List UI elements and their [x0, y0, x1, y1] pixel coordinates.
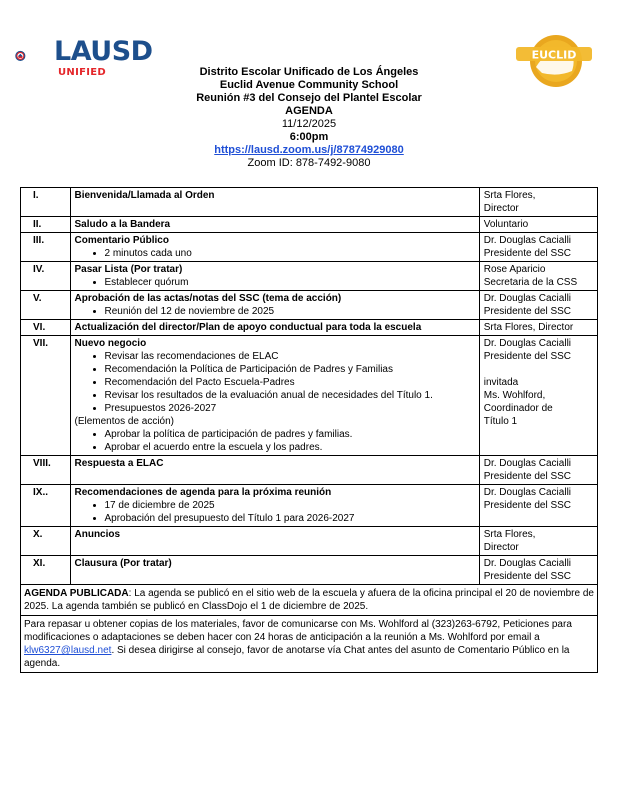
- contact-email-link[interactable]: klw6327@lausd.net: [24, 645, 112, 656]
- agenda-row: [21, 336, 598, 456]
- agenda-item-title: Pasar Lista (Por tratar): [74, 264, 183, 275]
- agenda-item-title: Saludo a la Bandera: [74, 219, 171, 230]
- agenda-item-title: Aprobación de las actas/notas del SSC (tema de acción): [74, 293, 342, 304]
- agenda-row: [21, 188, 598, 217]
- agenda-bullet-list: [75, 428, 475, 454]
- agenda-bullet: • Reunión del 12 de noviembre de 2025: [105, 305, 475, 318]
- presenter-line: Dr. Douglas Cacialli: [483, 338, 572, 349]
- presenter-line: Srta Flores,: [483, 190, 536, 201]
- presenter-line: Director: [483, 203, 519, 214]
- presenter-line: Director: [483, 542, 519, 553]
- agenda-bullet: • Revisar los resultados de la evaluación anual de necesidades del Título 1.: [105, 389, 475, 402]
- agenda-row: [21, 456, 598, 485]
- presenter-line: Presidente del SSC: [483, 571, 572, 582]
- agenda-item-title: Comentario Público: [74, 235, 169, 246]
- presenter-line: Presidente del SSC: [483, 306, 572, 317]
- contact-row: [21, 616, 598, 673]
- published-notice: [21, 585, 598, 616]
- presenter-line: Título 1: [483, 416, 518, 427]
- agenda-table: [20, 187, 598, 673]
- presenter-line: Ms. Wohlford,: [483, 390, 546, 401]
- agenda-item-description: [70, 217, 479, 233]
- agenda-item-number: III.: [21, 233, 71, 262]
- presenter-line: Dr. Douglas Cacialli: [483, 458, 572, 469]
- agenda-item-number: II.: [21, 217, 71, 233]
- district-name: Distrito Escolar Unificado de Los Ángeles: [199, 66, 419, 78]
- agenda-item-number: VI.: [21, 320, 71, 336]
- agenda-item-number: IV.: [21, 262, 71, 291]
- presenter-line: Dr. Douglas Cacialli: [483, 558, 572, 569]
- agenda-item-presenter: [479, 527, 597, 556]
- agenda-item-presenter: [479, 320, 597, 336]
- agenda-bullet-list: [75, 276, 475, 289]
- agenda-bullet: • Recomendación la Política de Participación de Padres y Familias: [105, 363, 475, 376]
- agenda-item-title: Respuesta a ELAC: [74, 458, 164, 469]
- school-name: Euclid Avenue Community School: [219, 79, 399, 91]
- agenda-item-number: I.: [21, 188, 71, 217]
- presenter-line: Dr. Douglas Cacialli: [483, 293, 572, 304]
- agenda-item-number: IX..: [21, 485, 71, 527]
- contact-text: Para repasar u obtener copias de los materiales, favor de comunicarse con Ms. Wohlford al (323)263-6792, Peticiones para modificaciones o adaptaciones se deben hacer con 24 horas de anticipación a la reunión a Ms. Wohlford por email a: [24, 619, 572, 643]
- agenda-item-presenter: [479, 485, 597, 527]
- agenda-item-description: [70, 456, 479, 485]
- agenda-row: [21, 320, 598, 336]
- agenda-item-presenter: [479, 336, 597, 456]
- agenda-bullet: • Aprobar la política de participación de padres y familias.: [105, 428, 475, 441]
- zoom-id: Zoom ID: 878-7492-9080: [247, 157, 371, 169]
- presenter-line: [484, 363, 593, 376]
- agenda-item-number: VII.: [21, 336, 71, 456]
- agenda-bullet-list: [75, 350, 475, 415]
- agenda-bullet: • 17 de diciembre de 2025: [105, 499, 475, 512]
- agenda-title: AGENDA: [285, 105, 333, 117]
- agenda-item-description: [70, 485, 479, 527]
- presenter-line: invitada: [483, 377, 519, 388]
- agenda-item-presenter: [479, 188, 597, 217]
- agenda-item-description: [70, 262, 479, 291]
- contact-notice: [21, 616, 598, 673]
- agenda-row: [21, 556, 598, 585]
- presenter-line: Presidente del SSC: [483, 471, 572, 482]
- agenda-item-description: [70, 291, 479, 320]
- agenda-bullet: • Presupuestos 2026-2027: [105, 402, 475, 415]
- agenda-row: [21, 217, 598, 233]
- agenda-item-presenter: [479, 291, 597, 320]
- agenda-row: [21, 485, 598, 527]
- agenda-item-number: V.: [21, 291, 71, 320]
- agenda-bullet: • Revisar las recomendaciones de ELAC: [105, 350, 475, 363]
- agenda-item-title: Clausura (Por tratar): [74, 558, 172, 569]
- presenter-line: Coordinador de: [483, 403, 553, 414]
- svg-text:EUCLID: EUCLID: [531, 48, 577, 62]
- presenter-line: Dr. Douglas Cacialli: [483, 235, 572, 246]
- agenda-item-title: Recomendaciones de agenda para la próxima reunión: [74, 487, 332, 498]
- published-row: [21, 585, 598, 616]
- meeting-time: 6:00pm: [289, 131, 329, 143]
- published-text: : La agenda se publicó en el sitio web de la escuela y afuera de la oficina principal el 20 de noviembre de 2025. La agenda también se publicó en ClassDojo el 1 de diciembre de 2025.: [24, 588, 594, 612]
- action-items-label: (Elementos de acción): [74, 416, 174, 427]
- meeting-title: Reunión #3 del Consejo del Plantel Escolar: [196, 92, 422, 104]
- agenda-bullet: • Establecer quórum: [105, 276, 475, 289]
- agenda-bullet-list: [75, 499, 475, 525]
- presenter-line: Rose Aparicio: [483, 264, 546, 275]
- agenda-row: [21, 262, 598, 291]
- agenda-item-title: Actualización del director/Plan de apoyo conductual para toda la escuela: [74, 322, 422, 333]
- meeting-date: 11/12/2025: [281, 118, 337, 130]
- presenter-line: Presidente del SSC: [483, 351, 572, 362]
- presenter-line: Dr. Douglas Cacialli: [483, 487, 572, 498]
- agenda-item-title: Anuncios: [74, 529, 121, 540]
- presenter-line: Srta Flores, Director: [483, 322, 574, 333]
- presenter-line: Voluntario: [483, 219, 529, 230]
- presenter-line: Presidente del SSC: [483, 500, 572, 511]
- agenda-item-presenter: [479, 262, 597, 291]
- lausd-wordmark: LAUSD: [54, 36, 153, 67]
- agenda-item-number: X.: [21, 527, 71, 556]
- agenda-header: [0, 66, 618, 170]
- agenda-item-description: [70, 320, 479, 336]
- agenda-item-description: [70, 336, 479, 456]
- agenda-bullet: • Aprobar el acuerdo entre la escuela y los padres.: [105, 441, 475, 454]
- agenda-item-description: [70, 527, 479, 556]
- agenda-row: [21, 233, 598, 262]
- agenda-bullet: • 2 minutos cada uno: [105, 247, 475, 260]
- agenda-item-presenter: [479, 456, 597, 485]
- agenda-item-presenter: [479, 233, 597, 262]
- presenter-line: Secretaria de la CSS: [483, 277, 578, 288]
- published-label: AGENDA PUBLICADA: [24, 588, 129, 599]
- agenda-item-description: [70, 188, 479, 217]
- agenda-bullet-list: [75, 247, 475, 260]
- contact-text-end: . Si desea dirigirse al consejo, favor de anotarse vía Chat antes del asunto de Comentario Público en la agenda.: [24, 645, 570, 669]
- zoom-link[interactable]: https://lausd.zoom.us/j/87874929080: [214, 144, 404, 156]
- presenter-line: Srta Flores,: [483, 529, 536, 540]
- agenda-bullet: • Aprobación del presupuesto del Título 1 para 2026-2027: [105, 512, 475, 525]
- agenda-bullet-list: [75, 305, 475, 318]
- agenda-row: [21, 527, 598, 556]
- agenda-item-title: Nuevo negocio: [74, 338, 147, 349]
- agenda-row: [21, 291, 598, 320]
- lausd-unified-label: UNIFIED: [58, 67, 106, 78]
- agenda-item-description: [70, 233, 479, 262]
- agenda-bullet: • Recomendación del Pacto Escuela-Padres: [105, 376, 475, 389]
- agenda-item-title: Bienvenida/Llamada al Orden: [74, 190, 215, 201]
- agenda-item-number: VIII.: [21, 456, 71, 485]
- agenda-item-presenter: [479, 217, 597, 233]
- agenda-item-number: XI.: [21, 556, 71, 585]
- agenda-item-description: [70, 556, 479, 585]
- presenter-line: Presidente del SSC: [483, 248, 572, 259]
- agenda-item-presenter: [479, 556, 597, 585]
